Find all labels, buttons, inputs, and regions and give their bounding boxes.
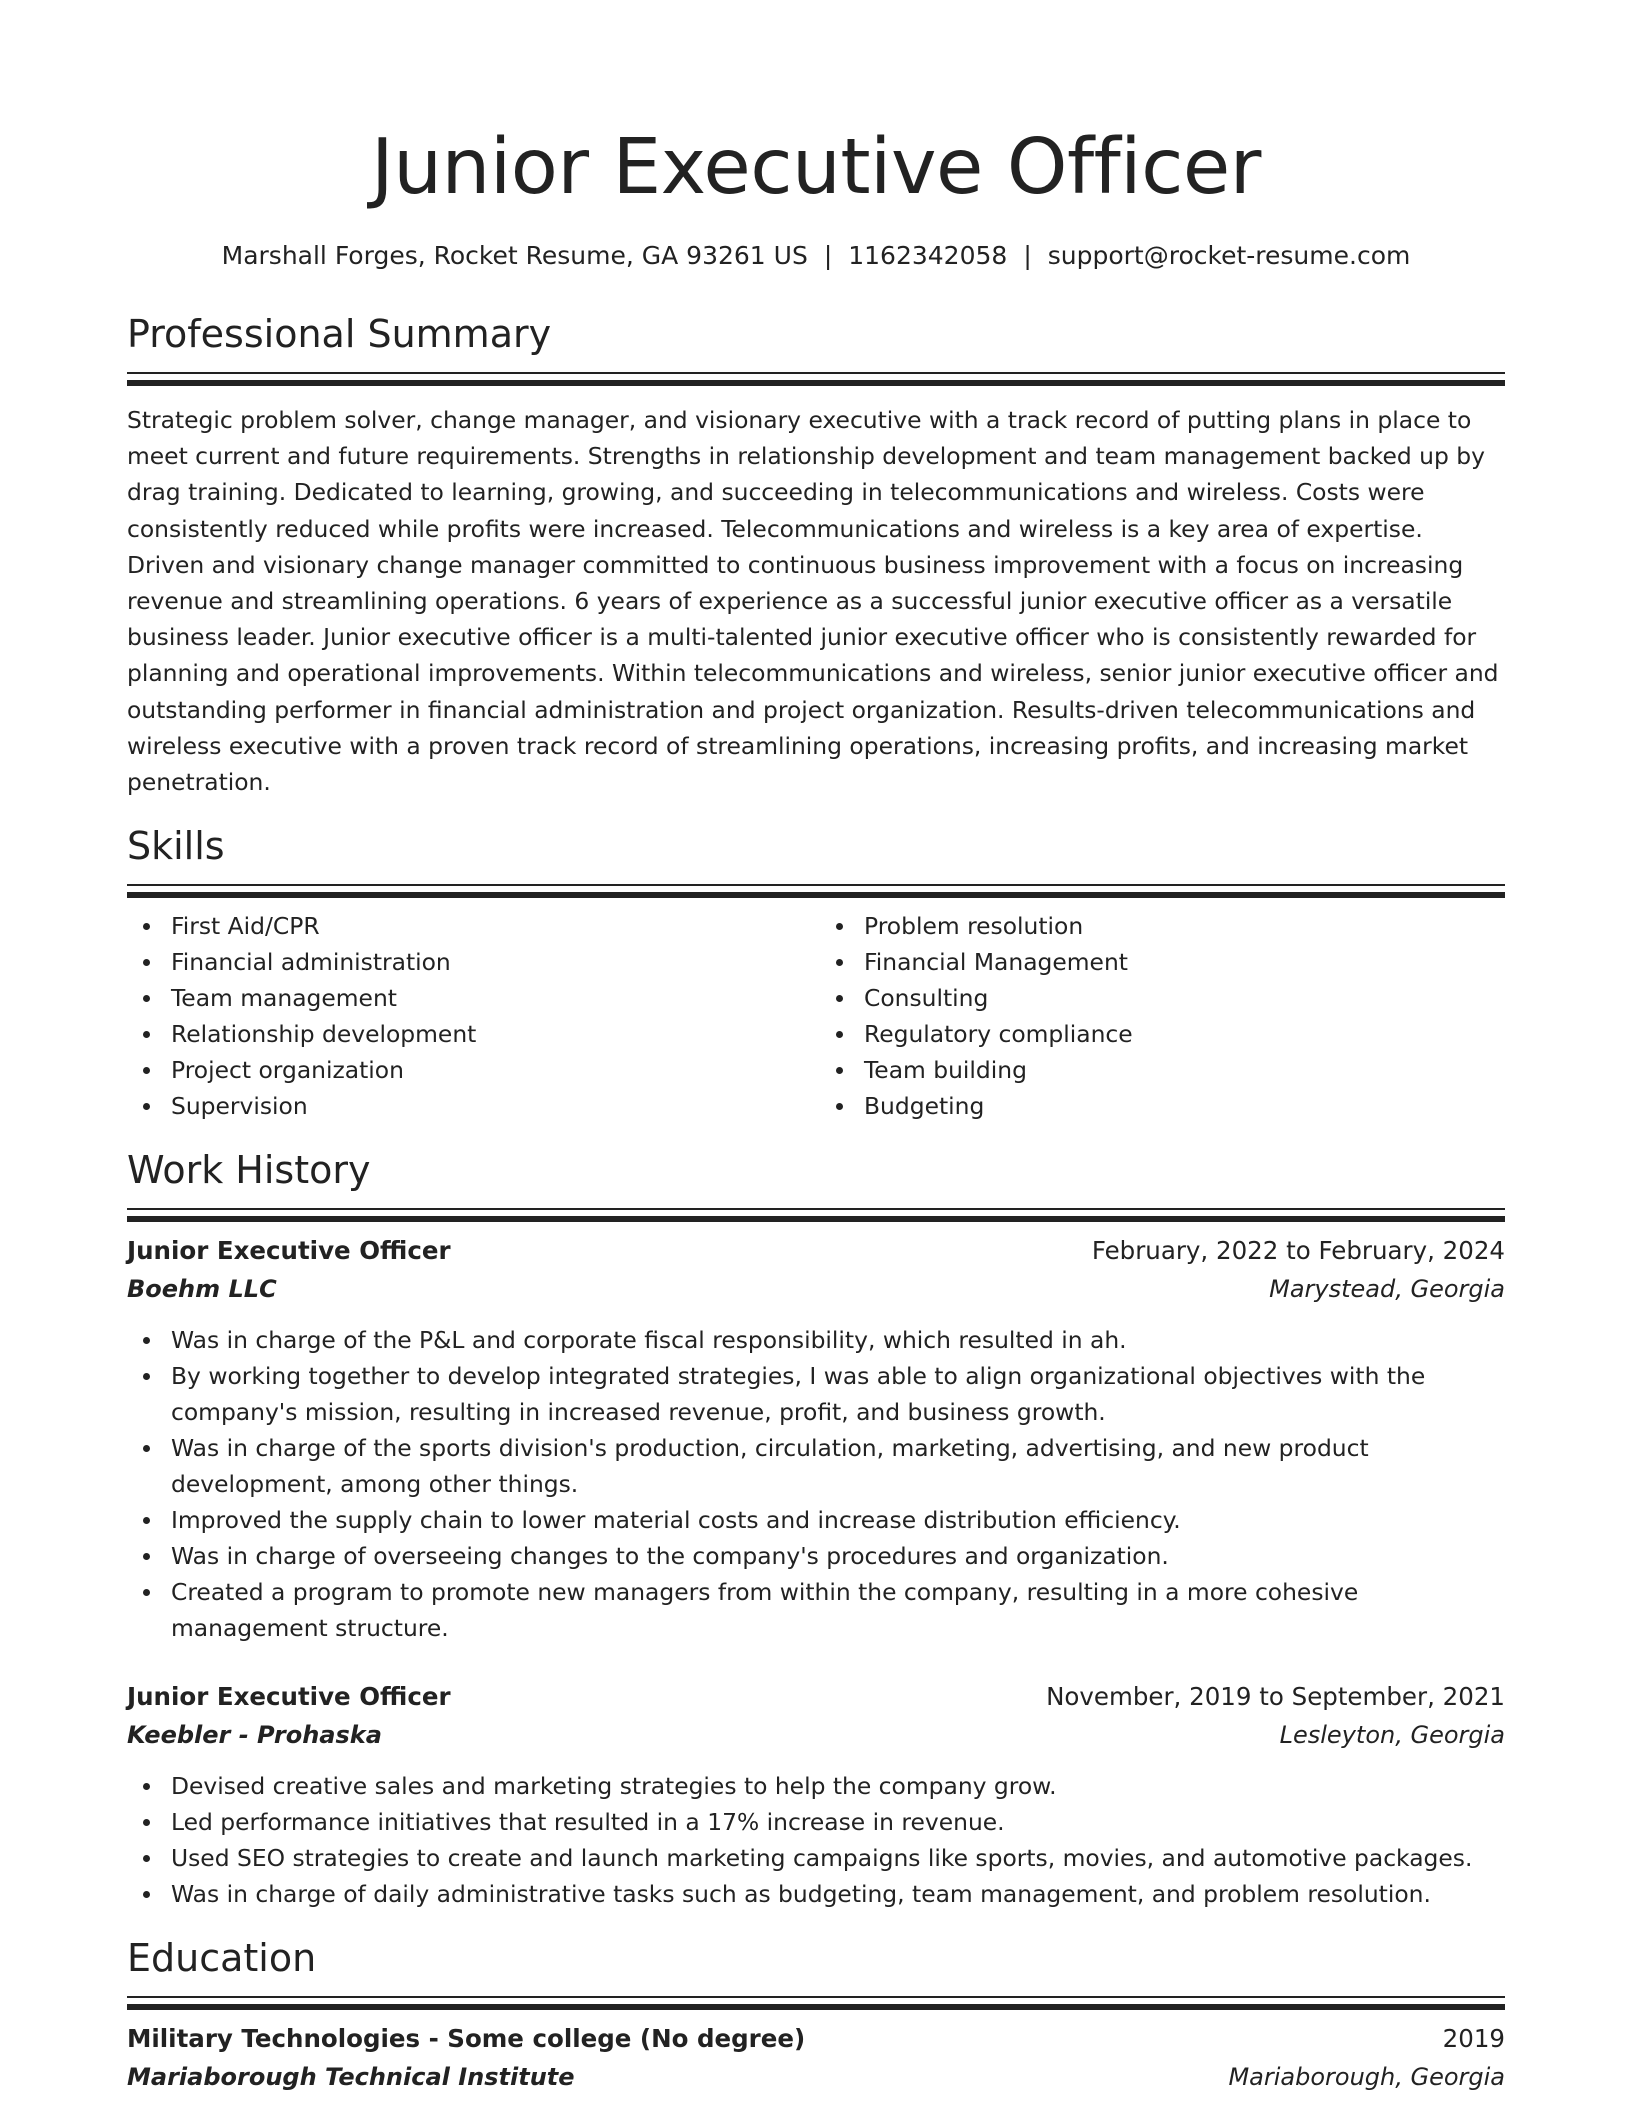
job-bullet: Was in charge of overseeing changes to the company's procedures and organization. (171, 1538, 1505, 1574)
skills-list-left (127, 908, 816, 1124)
summary-heading: Professional Summary (127, 312, 552, 356)
job-location: Marystead, Georgia (1269, 1275, 1505, 1304)
education-entry (127, 2020, 1505, 2096)
education-school: Mariaborough Technical Institute (127, 2063, 575, 2092)
education-section (127, 1934, 1505, 2096)
summary-section (127, 310, 1505, 800)
skill-item: First Aid/CPR (171, 908, 816, 944)
skills-list-right (816, 908, 1505, 1124)
education-school-row (127, 2058, 1505, 2096)
job-bullet: Was in charge of daily administrative tasks such as budgeting, team management, and problem resolution. (171, 1876, 1505, 1912)
contact-phone: 1162342058 (848, 241, 1008, 270)
job-bullet: Was in charge of the P&L and corporate fiscal responsibility, which resulted in ah. (171, 1322, 1505, 1358)
skill-item: Team management (171, 980, 816, 1016)
contact-email: support@rocket-resume.com (1047, 241, 1411, 270)
job-title: Junior Executive Officer (127, 1236, 451, 1266)
skill-item: Financial administration (171, 944, 816, 980)
job-entry (127, 1678, 1505, 1912)
job-bullet: Improved the supply chain to lower material costs and increase distribution efficiency. (171, 1502, 1505, 1538)
skill-item: Financial Management (864, 944, 1505, 980)
job-company: Boehm LLC (127, 1275, 277, 1304)
skill-item: Problem resolution (864, 908, 1505, 944)
job-header-row (127, 1232, 1505, 1270)
job-bullet: By working together to develop integrated strategies, I was able to align organizational objectives with the company's mission, resulting in increased revenue, profit, and business growth. (171, 1358, 1505, 1430)
contact-separator: | (823, 241, 833, 270)
job-bullet: Used SEO strategies to create and launch marketing campaigns like sports, movies, and automotive packages. (171, 1840, 1505, 1876)
job-bullet: Created a program to promote new managers from within the company, resulting in a more cohesive management structure. (171, 1574, 1505, 1646)
resume-title: Junior Executive Officer (371, 123, 1261, 212)
skills-heading: Skills (127, 824, 225, 869)
job-company: Keebler - Prohaska (127, 1721, 382, 1750)
job-bullets (127, 1322, 1505, 1646)
job-company-row (127, 1270, 1505, 1308)
job-bullet: Devised creative sales and marketing strategies to help the company grow. (171, 1768, 1505, 1804)
contact-separator: | (1023, 241, 1032, 270)
education-year: 2019 (1442, 2024, 1505, 2054)
skill-item: Relationship development (171, 1016, 816, 1052)
skills-grid (127, 908, 1505, 1124)
job-entry (127, 1232, 1505, 1646)
work-history-section (127, 1146, 1505, 1912)
summary-text: Strategic problem solver, change manager, and visionary executive with a track record of putting plans in place to meet current and future requirements. Strengths in relationship development and team management backed up by drag training. Dedicated to learning, growing, and succeeding in telecommunications and wireless. Costs were consistently reduced while profits were increased. Telecommunications and wireless is a key area of expertise. Driven and visionary change manager committed to continuous business improvement with a focus on increasing revenue and streamlining operations. 6 years of experience as a successful junior executive officer as a versatile business leader. Junior executive officer is a multi-talented junior executive officer who is consistently rewarded for planning and operational improvements. Within telecommunications and wireless, senior junior executive officer and outstanding performer in financial administration and project organization. Results-driven telecommunications and wireless executive with a proven track record of streamlining operations, increasing profits, and increasing market penetration. (127, 406, 1499, 797)
job-company-row (127, 1716, 1505, 1754)
skill-item: Regulatory compliance (864, 1016, 1505, 1052)
section-divider (127, 372, 1505, 374)
job-dates: November, 2019 to September, 2021 (1046, 1682, 1505, 1712)
job-bullet: Led performance initiatives that resulted in a 17% increase in revenue. (171, 1804, 1505, 1840)
job-bullets (127, 1768, 1505, 1912)
section-divider (127, 1208, 1505, 1210)
skill-item: Project organization (171, 1052, 816, 1088)
skill-item: Team building (864, 1052, 1505, 1088)
skills-section (127, 822, 1505, 1124)
job-bullet: Was in charge of the sports division's production, circulation, marketing, advertising, and new product development, among other things. (171, 1430, 1505, 1502)
education-location: Mariaborough, Georgia (1228, 2063, 1505, 2092)
education-degree: Military Technologies - Some college (No degree) (127, 2024, 806, 2054)
education-heading: Education (127, 1936, 317, 1981)
section-divider (127, 1996, 1505, 1998)
section-divider (127, 884, 1505, 886)
contact-address: Marshall Forges, Rocket Resume, GA 93261 US (221, 241, 808, 270)
contact-line (127, 238, 1505, 274)
work-history-heading: Work History (127, 1148, 371, 1193)
skill-item: Budgeting (864, 1088, 1505, 1124)
job-header-row (127, 1678, 1505, 1716)
education-header-row (127, 2020, 1505, 2058)
job-dates: February, 2022 to February, 2024 (1091, 1236, 1505, 1266)
skill-item: Supervision (171, 1088, 816, 1124)
job-title: Junior Executive Officer (127, 1682, 451, 1712)
job-location: Lesleyton, Georgia (1279, 1721, 1505, 1750)
skill-item: Consulting (864, 980, 1505, 1016)
